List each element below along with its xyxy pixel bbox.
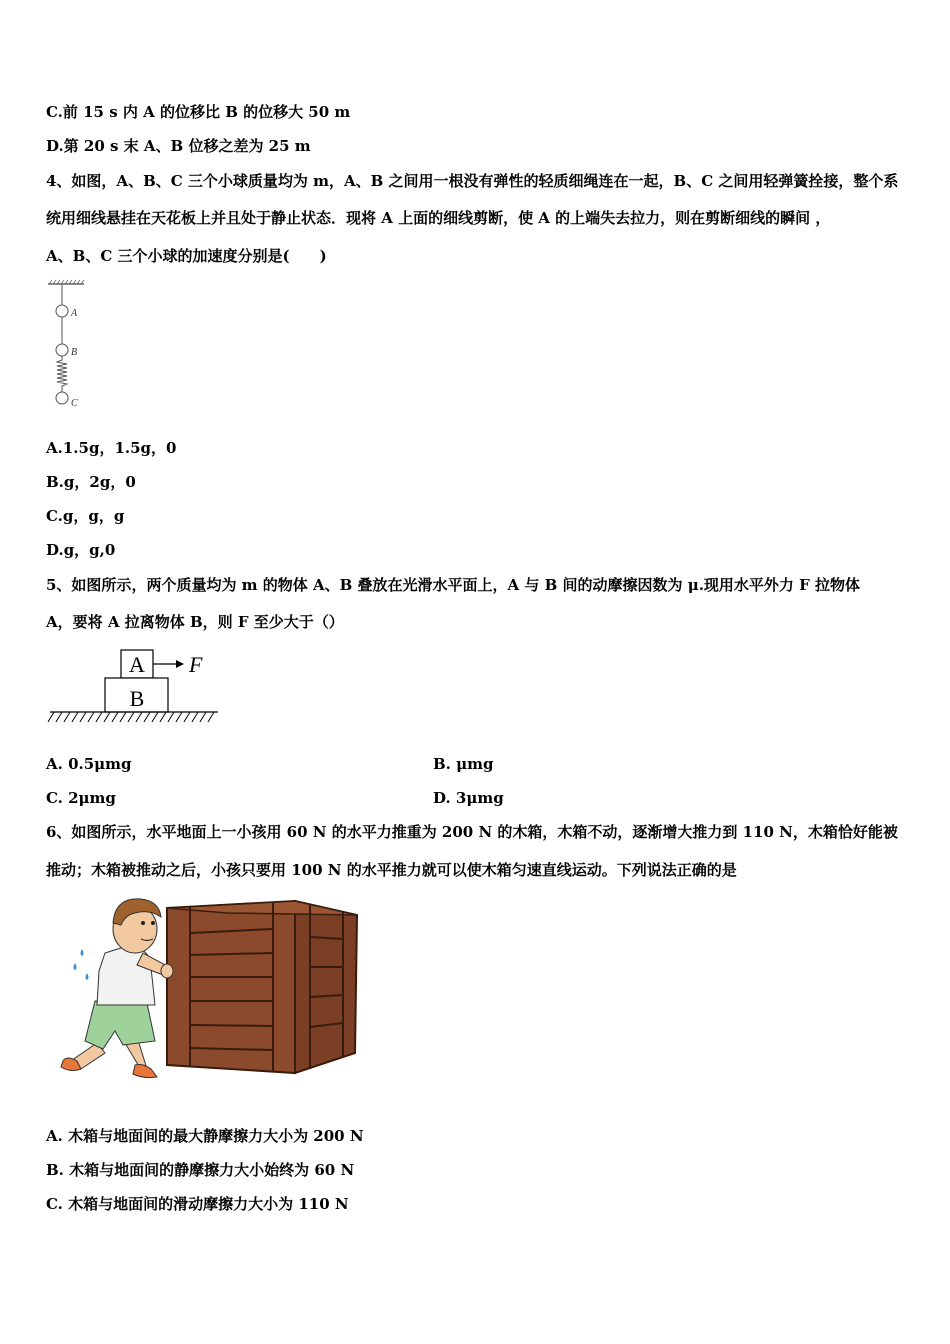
q5-label-a: A bbox=[129, 652, 145, 677]
q3-option-c: C.前 15 s 内 A 的位移比 B 的位移大 50 m bbox=[46, 103, 351, 121]
q4-label-b: B bbox=[71, 347, 78, 358]
q4-stem-line2: 统用细线悬挂在天花板上并且处于静止状态．现将 A 上面的细线剪断，使 A 的上端失去拉力，则在剪断细线的瞬间 ， bbox=[46, 209, 831, 227]
q5-stem-line1: 5、如图所示，两个质量均为 m 的物体 A、B 叠放在光滑水平面上，A 与 B 间的动摩擦因数为 μ.现用水平外力 F 拉物体 bbox=[46, 576, 861, 594]
q6-option-c: C. 木箱与地面间的滑动摩擦力大小为 110 N bbox=[46, 1195, 349, 1213]
q5-option-a: A. 0.5μmg bbox=[46, 755, 132, 773]
q5-stem-line2: A，要将 A 拉离物体 B，则 F 至少大于（） bbox=[46, 613, 344, 631]
q5-option-b: B. μmg bbox=[433, 755, 494, 773]
q5-label-force: F bbox=[189, 652, 203, 677]
q3-option-d: D.第 20 s 末 A、B 位移之差为 25 m bbox=[46, 137, 311, 155]
q5-label-b: B bbox=[129, 686, 145, 711]
q4-option-a: A.1.5g，1.5g，0 bbox=[46, 439, 177, 457]
q4-label-a: A bbox=[71, 308, 78, 319]
q6-stem-line1: 6、如图所示，水平地面上一小孩用 60 N 的水平力推重为 200 N 的木箱，木箱不动，逐渐增大推力到 110 N，木箱恰好能被 bbox=[46, 823, 898, 841]
q4-option-b: B.g，2g，0 bbox=[46, 473, 136, 491]
q4-label-c: C bbox=[71, 398, 78, 409]
q4-option-d: D.g，g,0 bbox=[46, 541, 116, 559]
q6-figure-child-pushing-crate bbox=[55, 893, 365, 1085]
q6-stem-line2: 推动；木箱被推动之后，小孩只要用 100 N 的水平推力就可以使木箱匀速直线运动。下列说法正确的是 bbox=[46, 861, 737, 879]
q5-figure-stacked-blocks bbox=[46, 645, 226, 730]
q4-stem-line1: 4、如图，A、B、C 三个小球质量均为 m，A、B 之间用一根没有弹性的轻质细绳连在一起，B、C 之间用轻弹簧拴接，整个系 bbox=[46, 172, 899, 190]
q4-stem-line3: A、B、C 三个小球的加速度分别是( ) bbox=[46, 247, 327, 265]
q4-option-c: C.g，g，g bbox=[46, 507, 125, 525]
q6-option-a: A. 木箱与地面间的最大静摩擦力大小为 200 N bbox=[46, 1127, 364, 1145]
q5-option-c: C. 2μmg bbox=[46, 789, 116, 807]
q6-option-b: B. 木箱与地面间的静摩擦力大小始终为 60 N bbox=[46, 1161, 355, 1179]
q5-option-d: D. 3μmg bbox=[433, 789, 504, 807]
q4-figure-hanging-balls bbox=[40, 278, 100, 413]
